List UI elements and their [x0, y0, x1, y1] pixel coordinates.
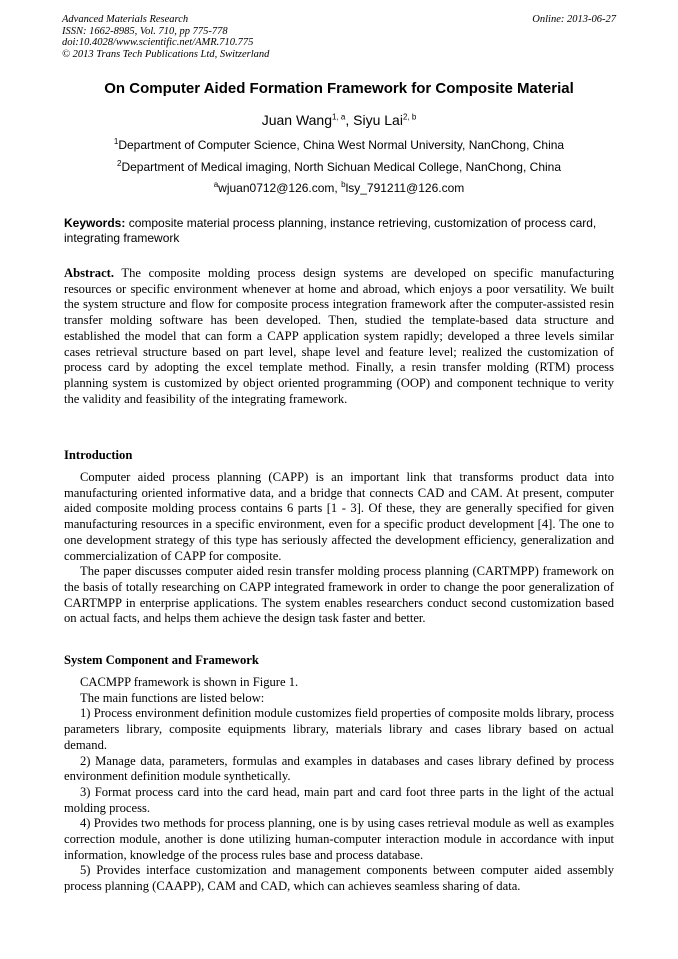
affiliation-1-text: Department of Computer Science, China West Normal University, NanChong, China	[118, 138, 565, 152]
email-b-sup: b	[341, 180, 346, 189]
system-list-item: 5) Provides interface customization and management components between computer aided assembly process planning (CAAPP), CAM and CAD, which can achieves seamless sharing of data.	[64, 863, 614, 894]
online-date: Online: 2013-06-27	[532, 14, 616, 25]
system-paragraph: The main functions are listed below:	[80, 690, 265, 705]
abstract-label: Abstract.	[64, 266, 115, 280]
keywords	[64, 216, 614, 246]
affiliation-2	[30, 160, 648, 174]
issn-line: ISSN: 1662-8985, Vol. 710, pp 775-778	[62, 25, 228, 37]
keywords-text: composite material process planning, instance retrieving, customization of process card, integrating framework	[64, 216, 597, 245]
author-1-sup: 1, a	[332, 112, 346, 122]
system-list-item: 1) Process environment definition module customizes field properties of composite molds library, process parameters library, composite equipments library, materials library and cases library based on actual demand.	[64, 706, 614, 752]
journal-header	[62, 14, 616, 60]
system-body	[64, 675, 614, 895]
keywords-label: Keywords:	[64, 216, 126, 230]
abstract	[64, 266, 614, 407]
author-2-sup: 2, b	[402, 112, 417, 122]
introduction-paragraph: Computer aided process planning (CAPP) is an important link that transforms product data into manufacturing oriented informative data, and a bridge that connects CAD and CAM. At present, computer aided composite molding process contains 6 parts [1 - 3]. Of these, they are generally specified for given manufacturing resources in a specific environment, even for a specific product development [4]. The one to one development strategy of this type has seriously affected the development efficiency, generalization and commercialization of CAPP for composite.	[64, 470, 614, 563]
system-heading: System Component and Framework	[64, 653, 259, 667]
email-line	[30, 181, 648, 195]
email-a: wjuan0712@126.com,	[218, 181, 342, 195]
author-line	[30, 112, 648, 128]
system-list-item: 2) Manage data, parameters, formulas and examples in databases and cases library defined by process environment definition module synthetically.	[64, 753, 614, 784]
introduction-paragraph: The paper discusses computer aided resin transfer molding process planning (CARTMPP) framework on the basis of totally researching on CAPP integrated framework in order to change the poor generalization of CARTMPP in enterprise applications. The system enables researchers conduct second customization based on actual facts, and helps them achieve the design task faster and better.	[64, 564, 614, 626]
introduction-heading: Introduction	[64, 448, 133, 462]
affiliation-1	[30, 138, 648, 152]
journal-name: Advanced Materials Research	[62, 14, 189, 25]
system-list-item: 3) Format process card into the card head, main part and card foot three parts in the light of the actual molding process.	[64, 784, 614, 815]
email-b: lsy_791211@126.com	[345, 181, 465, 195]
system-list-item: 4) Provides two methods for process planning, one is by using cases retrieval module as well as examples correction module, another is done utilizing human-computer interaction module in accordance with input information, knowledge of the process rules base and process database.	[64, 816, 614, 862]
introduction-body	[64, 470, 614, 627]
affiliation-2-sup: 2	[116, 159, 122, 168]
email-a-sup: a	[213, 180, 219, 189]
author-1-name: Juan Wang	[261, 112, 333, 128]
copyright-line: © 2013 Trans Tech Publications Ltd, Switzerland	[62, 48, 270, 60]
system-paragraph: CACMPP framework is shown in Figure 1.	[80, 675, 299, 689]
affiliation-1-sup: 1	[113, 137, 119, 146]
affiliation-2-text: Department of Medical imaging, North Sichuan Medical College, NanChong, China	[121, 160, 562, 174]
author-separator: ,	[345, 112, 354, 128]
doi-line: doi:10.4028/www.scientific.net/AMR.710.775	[62, 37, 254, 48]
abstract-text: The composite molding process design systems are developed on specific manufacturing resources or specific environment whenever at home and abroad, which enjoys a poor versatility. We built the system structure and flow for composite process integration framework after the computer-assisted resin transfer molding software has been developed. Then, studied the template-based data structure and established the model that can form a CAPP application system rapidly; developed a three levels similar cases retrieval structure based on part level, shape level and feature level; realized the customization of process card by adopting the excel template method. Finally, a resin transfer molding (RTM) process planning system is customized by object oriented programming (OOP) and component technique to verity the validity and feasibility of the integrating framework.	[64, 266, 614, 406]
author-2-name: Siyu Lai	[353, 112, 403, 128]
paper-title: On Computer Aided Formation Framework for Composite Material	[104, 80, 574, 97]
